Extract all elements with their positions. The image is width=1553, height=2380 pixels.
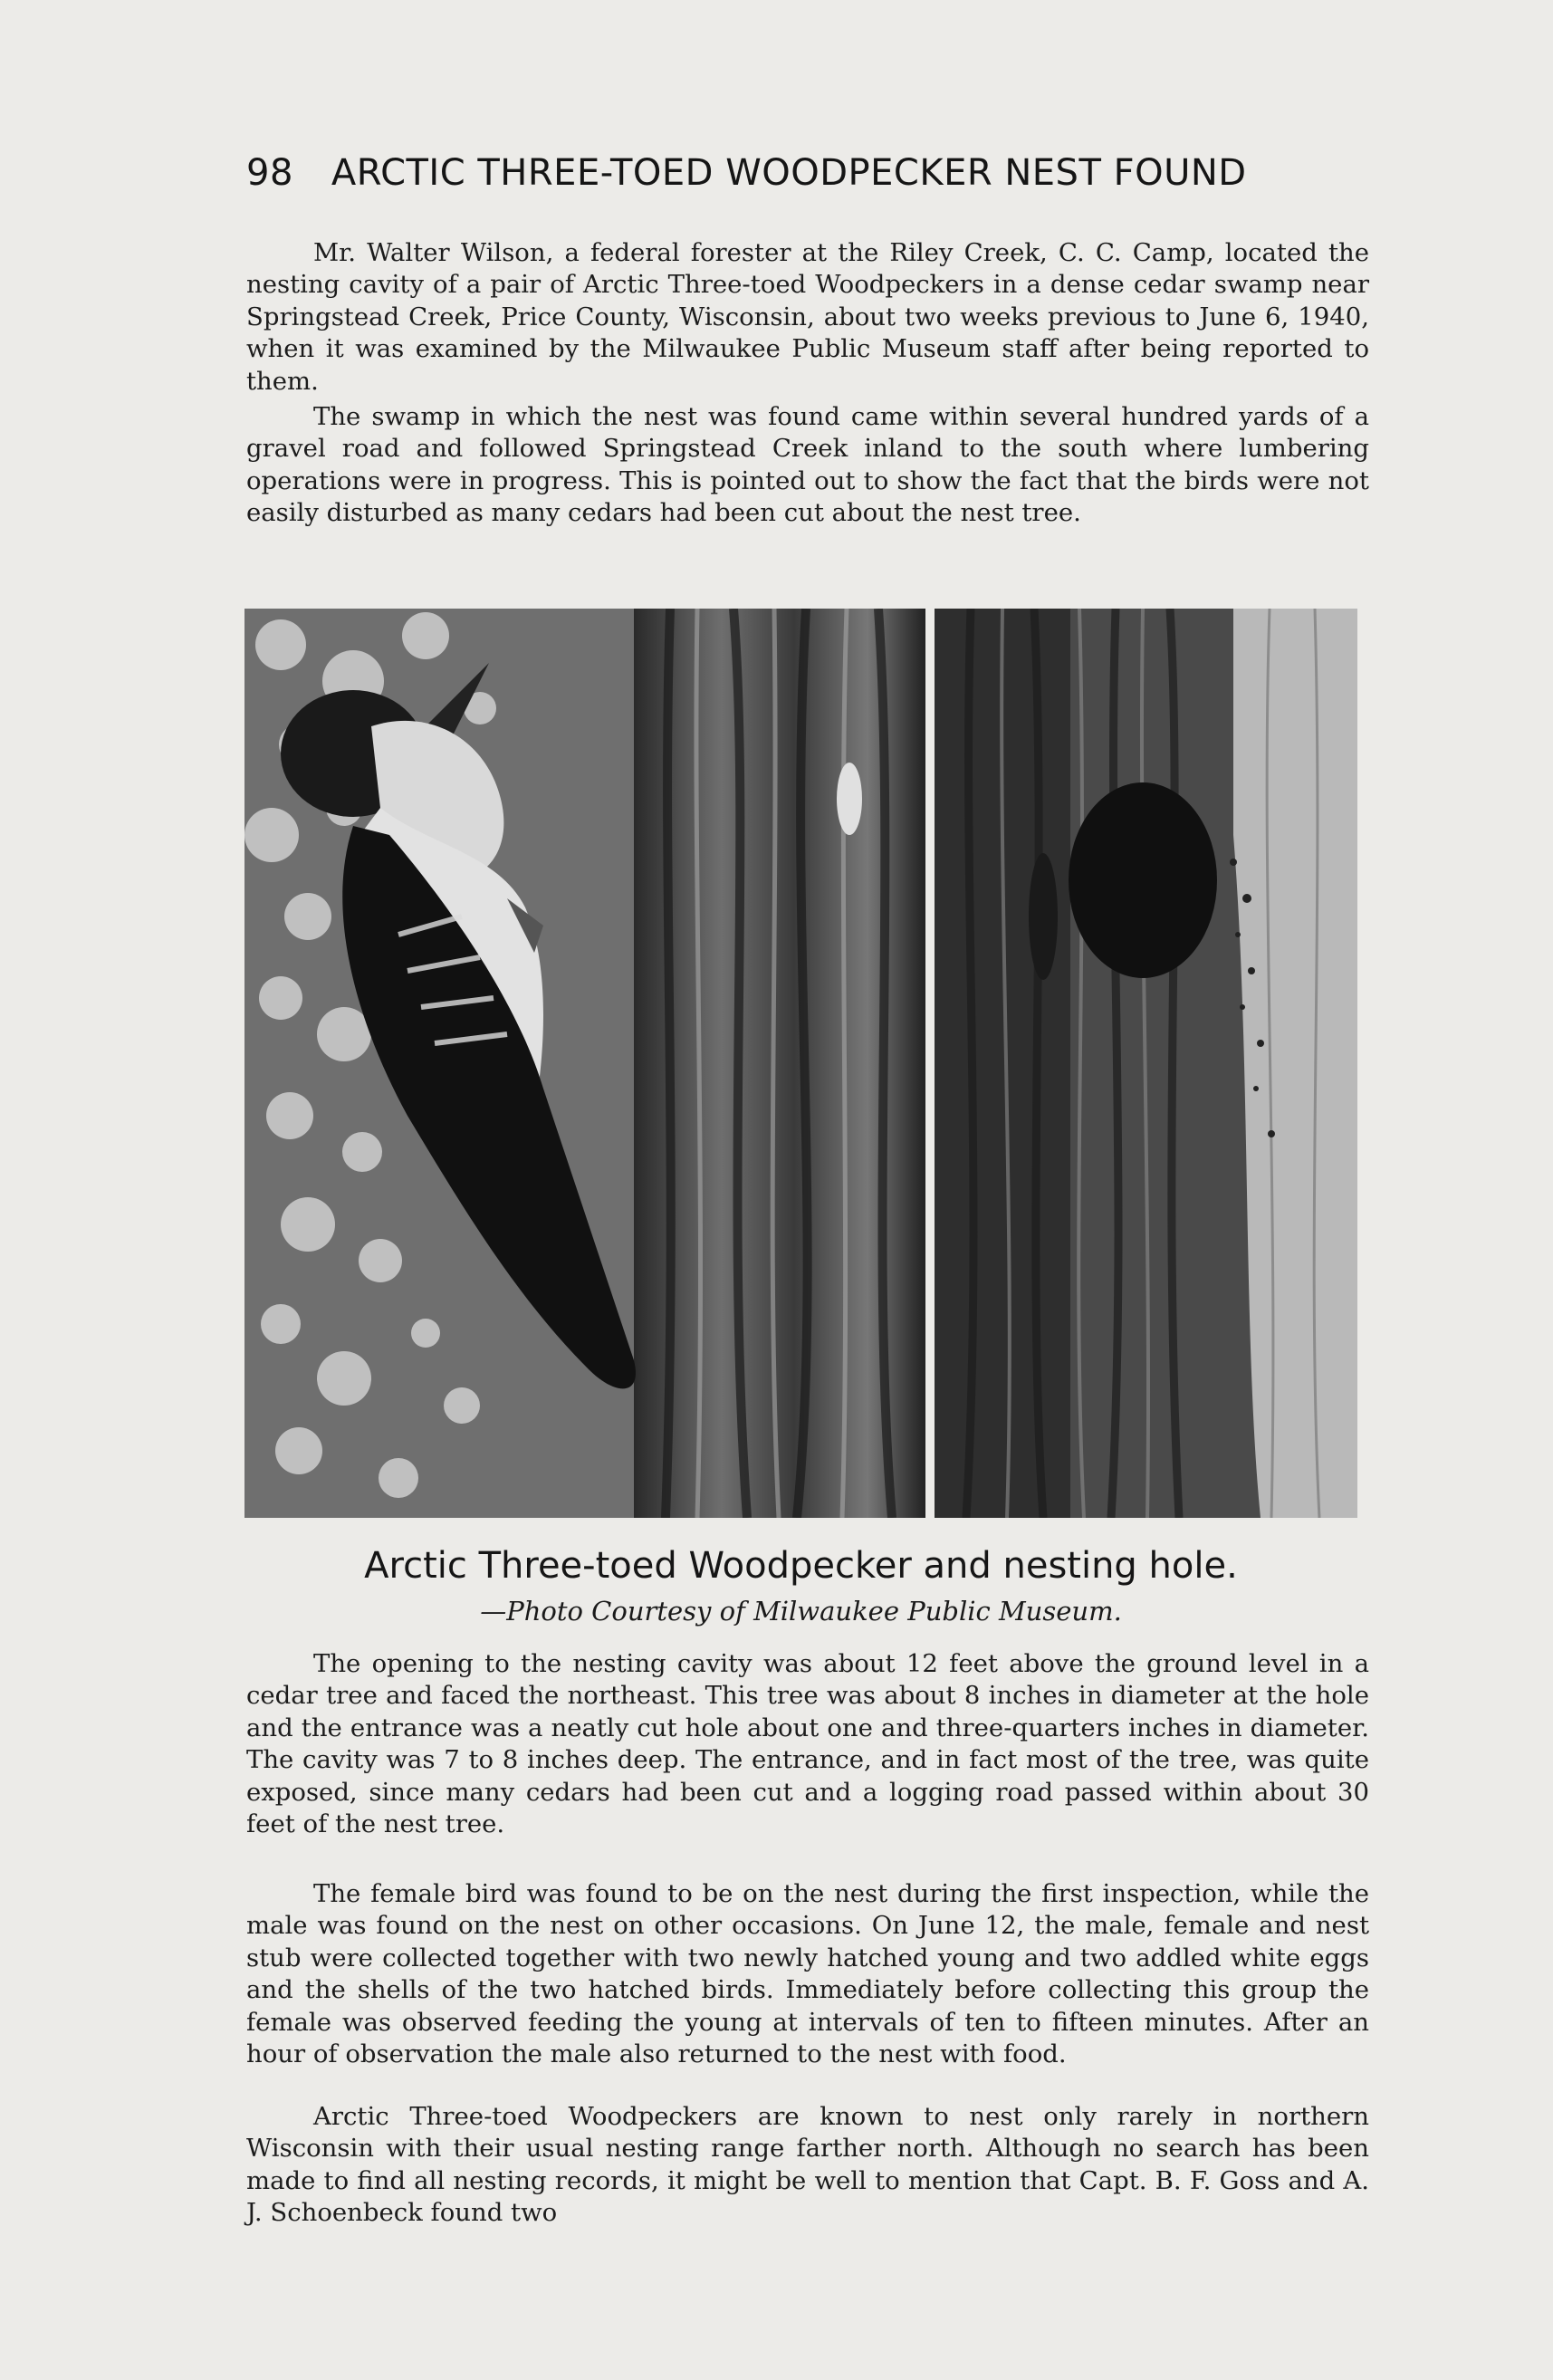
figure-caption: Arctic Three-toed Woodpecker and nesting hole. — [364, 1545, 1238, 1587]
nesting-hole-photo — [935, 609, 1357, 1518]
nesting-hole-image — [935, 609, 1357, 1518]
paragraph-cavity: The opening to the nesting cavity was about 12 feet above the ground level in a cedar tree and faced the northeast. This tree was about 8 inches in diameter at the hole and the entrance was a neatly cut hole about one and three-quarters inches in diameter. The cavity was 7 to 8 inches deep. The entrance, and in fact most of the tree, was quite exposed, since many cedars had been cut and a logging road passed within about 30 feet of the nest tree. — [246, 1649, 1369, 1839]
page-title: ARCTIC THREE-TOED WOODPECKER NEST FOUND — [331, 152, 1247, 194]
paragraph-swamp: The swamp in which the nest was found came within several hundred yards of a gravel road and followed Springstead Creek inland to the south where lumbering operations were in progress. This is pointed out to show the fact that the birds were not easily disturbed as many cedars had been cut about the nest tree. — [246, 402, 1369, 528]
woodpecker-image — [244, 609, 925, 1518]
page-number: 98 — [246, 152, 293, 194]
woodpecker-photo — [244, 609, 925, 1518]
paragraph-intro: Mr. Walter Wilson, a federal forester at the Riley Creek, C. C. Camp, located the nesting cavity of a pair of Arctic Three-toed Woodpeckers in a dense cedar swamp near Springstead Creek, Price County, Wisconsin, about two weeks previous to June 6, 1940, when it was examined by the Milwaukee Public Museum staff after being reported to them. — [246, 238, 1369, 396]
paragraph-range: Arctic Three-toed Woodpeckers are known to nest only rarely in northern Wisconsin with their usual nesting range farther north. Although no search has been made to find all nesting records, it might be well to mention that Capt. B. F. Goss and A. J. Schoenbeck found two — [246, 2102, 1369, 2228]
page-header — [246, 152, 1324, 194]
photo-credit: —Photo Courtesy of Milwaukee Public Museum. — [480, 1596, 1122, 1627]
paragraph-observation: The female bird was found to be on the nest during the first inspection, while the male was found on the nest on other occasions. On June 12, the male, female and nest stub were collected together with two newly hatched young and two addled white eggs and the shells of the two hatched birds. Immediately before collecting this group the female was observed feeding the young at intervals of ten to fifteen minutes. After an hour of observation the male also returned to the nest with food. — [246, 1879, 1369, 2069]
